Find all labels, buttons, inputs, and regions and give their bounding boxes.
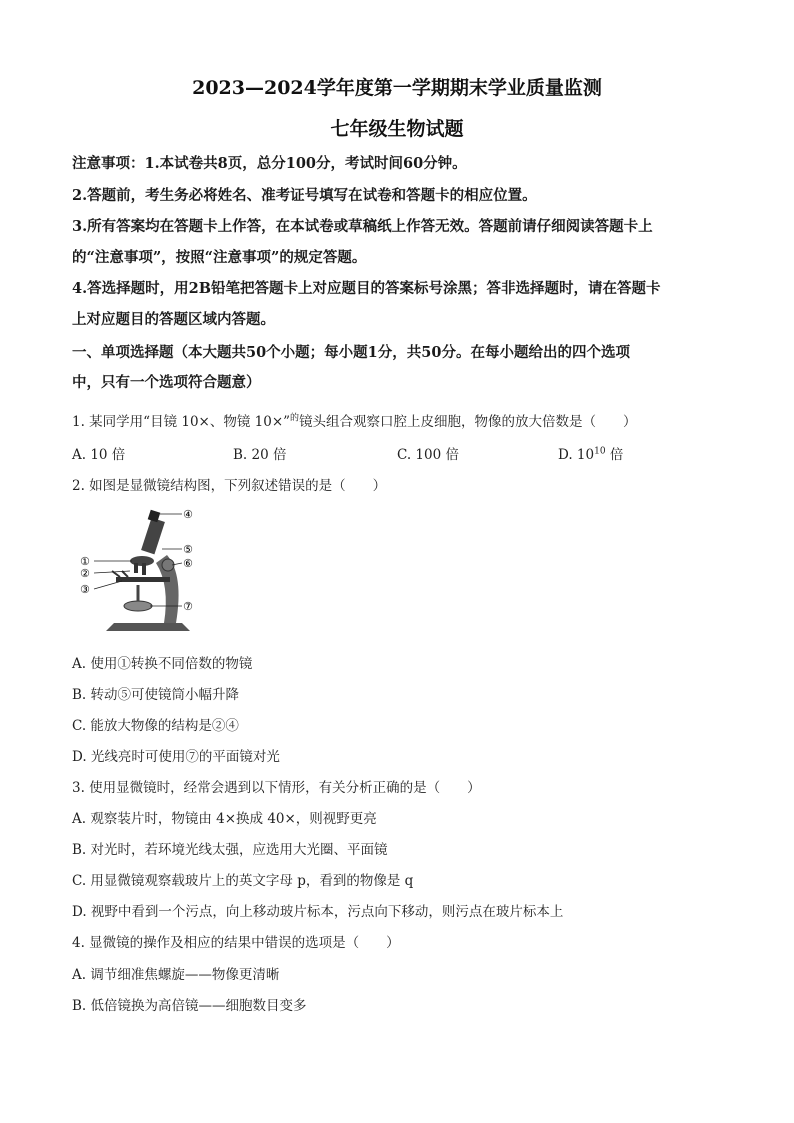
section-heading-line-1: 一、单项选择题（本大题共50个小题；每小题1分，共50分。在每小题给出的四个选项	[72, 344, 630, 361]
microscope-stage	[116, 577, 170, 582]
label-4: ④	[183, 508, 193, 521]
note-line-3: 3.所有答案均在答题卡上作答，在本试卷或草稿纸上作答无效。答题前请仔细阅读答题卡上	[72, 218, 653, 235]
microscope-objective-1	[134, 563, 138, 573]
microscope-figure	[72, 505, 212, 635]
note-line-2: 2.答题前，考生务必将姓名、准考证号填写在试卷和答题卡的相应位置。	[72, 187, 537, 204]
question-4-option-b: B. 低倍镜换为高倍镜——细胞数目变多	[72, 998, 307, 1014]
label-2: ②	[80, 567, 90, 580]
question-1-option-d	[558, 443, 623, 463]
question-2-option-d: D. 光线亮时可使用⑦的平面镜对光	[72, 749, 280, 765]
label-5: ⑤	[183, 543, 193, 556]
microscope-objective-2	[142, 563, 146, 575]
exam-subtitle: 七年级生物试题	[330, 118, 464, 140]
microscope-mirror	[124, 601, 152, 611]
note-line-6: 上对应题目的答题区域内答题。	[72, 311, 275, 328]
question-1-stem	[72, 410, 637, 430]
label-6: ⑥	[183, 557, 193, 570]
question-2-option-a: A. 使用①转换不同倍数的物镜	[72, 656, 253, 672]
note-line-1: 注意事项：1.本试卷共8页，总分100分，考试时间60分钟。	[72, 155, 467, 172]
note-line-4: 的“注意事项”，按照“注意事项”的规定答题。	[72, 249, 367, 266]
note-line-5: 4.答选择题时，用2B铅笔把答题卡上对应题目的答案标号涂黑；答非选择题时，请在答题卡	[72, 280, 661, 297]
question-1-stem-part2: 镜头组合观察口腔上皮细胞，物像的放大倍数是（ ）	[299, 414, 637, 430]
question-1-option-d-base: D. 10	[558, 447, 595, 463]
question-1-option-c: C. 100 倍	[397, 447, 459, 463]
question-2-stem: 2. 如图是显微镜结构图，下列叙述错误的是（ ）	[72, 478, 387, 494]
question-3-option-d: D. 视野中看到一个污点，向上移动玻片标本，污点向下移动，则污点在玻片标本上	[72, 904, 564, 920]
section-heading-line-2: 中，只有一个选项符合题意）	[72, 374, 261, 391]
question-1-option-d-exponent: 10	[594, 446, 606, 457]
question-1-option-b: B. 20 倍	[233, 447, 287, 463]
label-7: ⑦	[183, 600, 193, 613]
question-1-stem-part1: 1. 某同学用“目镜 10×、物镜 10×”	[72, 414, 291, 430]
question-3-option-a: A. 观察装片时，物镜由 4×换成 40×，则视野更亮	[72, 811, 377, 827]
question-4-stem: 4. 显微镜的操作及相应的结果中错误的选项是（ ）	[72, 935, 400, 951]
question-4-option-a: A. 调节细准焦螺旋——物像更清晰	[72, 967, 280, 983]
exam-title: 2023—2024学年度第一学期期末学业质量监测	[192, 77, 602, 99]
question-3-option-c: C. 用显微镜观察载玻片上的英文字母 p，看到的物像是 q	[72, 873, 414, 889]
question-3-option-b: B. 对光时，若环境光线太强，应选用大光圈、平面镜	[72, 842, 388, 858]
question-1-stem-sup: 的	[290, 413, 300, 424]
question-1-option-a: A. 10 倍	[72, 447, 126, 463]
label-3: ③	[80, 583, 90, 596]
question-1-option-d-unit: 倍	[605, 447, 624, 463]
label-line-3	[94, 581, 122, 589]
label-1: ①	[80, 555, 90, 568]
question-2-option-b: B. 转动⑤可使镜筒小幅升降	[72, 687, 240, 703]
question-3-stem: 3. 使用显微镜时，经常会遇到以下情形，有关分析正确的是（ ）	[72, 780, 481, 796]
microscope-base	[106, 623, 190, 631]
microscope-tube	[141, 518, 165, 555]
question-2-option-c: C. 能放大物像的结构是②④	[72, 718, 239, 734]
